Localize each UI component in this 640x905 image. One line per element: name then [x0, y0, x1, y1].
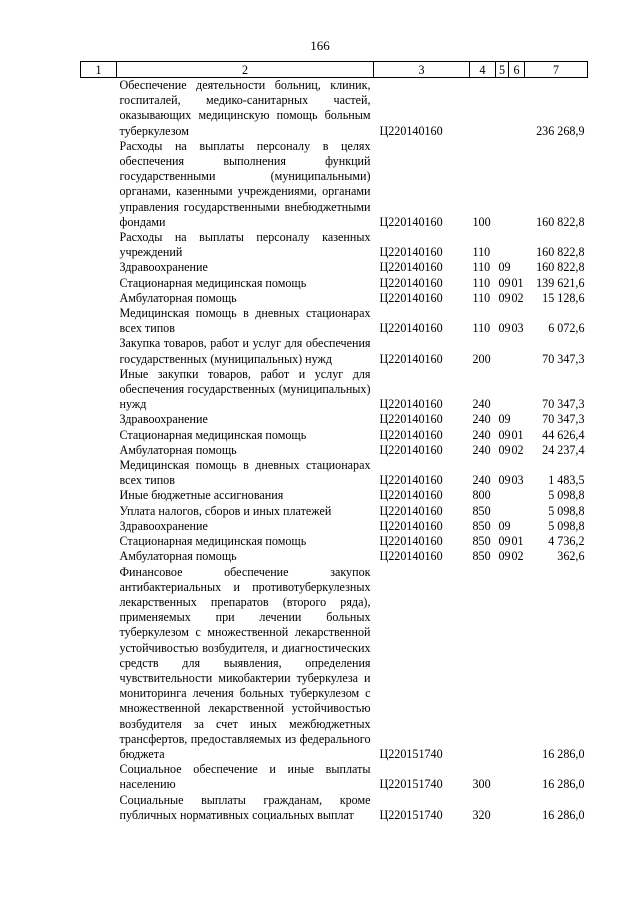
budget-table	[80, 61, 588, 823]
subsection-code	[509, 488, 525, 503]
empty-cell	[81, 230, 117, 260]
section-code	[496, 78, 509, 139]
empty-cell	[81, 504, 117, 519]
target-article-code: Ц220140160	[379, 245, 443, 260]
empty-cell	[81, 549, 117, 564]
expense-type-code: 240	[472, 412, 491, 427]
section-code	[496, 793, 509, 823]
expense-type-code	[470, 78, 496, 139]
empty-cell	[81, 412, 117, 427]
table-row	[81, 412, 588, 427]
row-name: Социальное обеспечение и иные выплаты населению	[119, 762, 371, 792]
amount: 24 237,4	[542, 442, 585, 457]
row-name: Здравоохранение	[119, 260, 208, 275]
amount: 5 098,8	[548, 503, 585, 518]
amount: 139 621,6	[536, 275, 585, 290]
amount: 1 483,5	[548, 473, 585, 488]
target-article-code: Ц220151740	[379, 777, 443, 792]
expense-type-code: 110	[472, 321, 491, 336]
expense-type-code: 240	[472, 473, 491, 488]
amount: 160 822,8	[536, 214, 585, 229]
target-article-code: Ц220140160	[379, 442, 443, 457]
subsection-code	[509, 336, 525, 366]
section-code: 09	[498, 473, 511, 488]
target-article-code: Ц220140160	[379, 412, 443, 427]
row-name: Амбулаторная помощь	[119, 549, 237, 564]
row-name: Социальные выплаты гражданам, кроме публичных нормативных социальных выплат	[119, 792, 371, 822]
empty-cell	[81, 78, 117, 139]
table-row	[81, 443, 588, 458]
row-name: Уплата налогов, сборов и иных платежей	[119, 503, 332, 518]
expense-type-code: 100	[472, 214, 491, 229]
target-article-code: Ц220140160	[379, 275, 443, 290]
target-article-code: Ц220140160	[379, 397, 443, 412]
subsection-code	[509, 78, 525, 139]
expense-type-code: 110	[472, 275, 491, 290]
row-name: Амбулаторная помощь	[119, 442, 237, 457]
subsection-code	[509, 793, 525, 823]
amount: 160 822,8	[536, 245, 585, 260]
section-code	[496, 230, 509, 260]
expense-type-code: 240	[472, 397, 491, 412]
expense-type-code: 110	[472, 245, 491, 260]
row-name: Медицинская помощь в дневных стационарах всех типов	[119, 458, 371, 488]
section-code: 09	[498, 518, 511, 533]
row-name: Стационарная медицинская помощь	[119, 427, 307, 442]
subsection-code	[509, 230, 525, 260]
section-code: 09	[498, 534, 511, 549]
expense-type-code: 200	[472, 351, 491, 366]
subsection-code	[509, 412, 525, 427]
row-name: Стационарная медицинская помощь	[119, 275, 307, 290]
empty-cell	[81, 306, 117, 336]
subsection-code: 02	[511, 290, 524, 305]
target-article-code: Ц220151740	[379, 746, 443, 761]
subsection-code	[509, 565, 525, 763]
table-row	[81, 291, 588, 306]
subsection-code: 02	[511, 442, 524, 457]
empty-cell	[81, 793, 117, 823]
row-name: Амбулаторная помощь	[119, 290, 237, 305]
subsection-code: 03	[511, 473, 524, 488]
amount: 5 098,8	[548, 518, 585, 533]
amount: 6 072,6	[548, 321, 585, 336]
amount: 44 626,4	[542, 427, 585, 442]
column-number: 6	[509, 62, 525, 78]
empty-cell	[81, 291, 117, 306]
row-name: Медицинская помощь в дневных стационарах всех типов	[119, 306, 371, 336]
section-code	[496, 488, 509, 503]
target-article-code: Ц220140160	[379, 351, 443, 366]
expense-type-code: 850	[472, 518, 491, 533]
subsection-code: 03	[511, 321, 524, 336]
target-article-code: Ц220140160	[379, 488, 443, 503]
row-name: Закупка товаров, работ и услуг для обеспечения государственных (муниципальных) нужд	[119, 336, 371, 366]
column-number-row	[81, 62, 588, 78]
target-article-code: Ц220140160	[379, 427, 443, 442]
row-name: Расходы на выплаты персоналу казенных учреждений	[119, 230, 371, 260]
target-article-code: Ц220140160	[379, 214, 443, 229]
target-article-code: Ц220140160	[379, 321, 443, 336]
empty-cell	[81, 488, 117, 503]
section-code: 09	[498, 260, 511, 275]
column-number: 2	[117, 62, 374, 78]
row-name: Здравоохранение	[119, 518, 208, 533]
table-row	[81, 793, 588, 823]
target-article-code: Ц220140160	[379, 503, 443, 518]
table-row	[81, 367, 588, 413]
section-code: 09	[498, 412, 511, 427]
table-row	[81, 230, 588, 260]
section-code: 09	[498, 442, 511, 457]
section-code	[496, 367, 509, 413]
table-row	[81, 336, 588, 366]
table-row	[81, 139, 588, 230]
target-article-code: Ц220140160	[379, 260, 443, 275]
row-name: Здравоохранение	[119, 412, 208, 427]
amount: 16 286,0	[542, 807, 585, 822]
section-code	[496, 565, 509, 763]
section-code: 09	[498, 549, 511, 564]
subsection-code	[509, 762, 525, 792]
amount: 70 347,3	[542, 397, 585, 412]
expense-type-code: 110	[472, 260, 491, 275]
row-name: Финансовое обеспечение закупок антибактериальных и противотуберкулезных лекарственных препаратов (второго ряда), применяемых при лечении больных туберкулезом с множественной лекарственной устойчивостью возбудителя, и диагностических средств для выявления, определения чувствительности микобактерии туберкулеза и мониторинга лечения больных туберкулезом с множественной лекарственной устойчивостью возбудителя за счет иных межбюджетных трансфертов, предоставляемых из федерального бюджета	[119, 564, 371, 761]
amount: 5 098,8	[548, 488, 585, 503]
row-name: Иные закупки товаров, работ и услуг для обеспечения государственных (муниципальных) нужд	[119, 366, 371, 412]
section-code: 09	[498, 321, 511, 336]
target-article-code: Ц220140160	[379, 534, 443, 549]
amount: 15 128,6	[542, 290, 585, 305]
row-name: Иные бюджетные ассигнования	[119, 488, 284, 503]
table-row	[81, 488, 588, 503]
table-row	[81, 534, 588, 549]
row-name: Стационарная медицинская помощь	[119, 534, 307, 549]
target-article-code: Ц220151740	[379, 807, 443, 822]
section-code	[496, 336, 509, 366]
target-article-code: Ц220140160	[379, 290, 443, 305]
expense-type-code: 850	[472, 534, 491, 549]
subsection-code	[509, 519, 525, 534]
subsection-code	[509, 139, 525, 230]
section-code: 09	[498, 427, 511, 442]
empty-cell	[81, 443, 117, 458]
column-number: 7	[525, 62, 588, 78]
amount: 236 268,9	[536, 123, 585, 138]
amount: 16 286,0	[542, 746, 585, 761]
table-row	[81, 504, 588, 519]
empty-cell	[81, 762, 117, 792]
table-row	[81, 260, 588, 275]
amount: 362,6	[557, 549, 585, 564]
section-code	[496, 139, 509, 230]
empty-cell	[81, 276, 117, 291]
subsection-code	[509, 260, 525, 275]
section-code: 09	[498, 290, 511, 305]
table-row	[81, 519, 588, 534]
empty-cell	[81, 428, 117, 443]
target-article-code: Ц220140160	[379, 473, 443, 488]
empty-cell	[81, 458, 117, 488]
expense-type-code: 240	[472, 427, 491, 442]
expense-type-code	[470, 565, 496, 763]
amount: 70 347,3	[542, 351, 585, 366]
target-article-code: Ц220140160	[379, 518, 443, 533]
subsection-code: 01	[511, 534, 524, 549]
expense-type-code: 300	[472, 777, 491, 792]
subsection-code	[509, 504, 525, 519]
table-row	[81, 306, 588, 336]
expense-type-code: 800	[472, 488, 491, 503]
table-row	[81, 549, 588, 564]
subsection-code: 02	[511, 549, 524, 564]
row-name: Обеспечение деятельности больниц, клиник, госпиталей, медико-санитарных частей, оказывающих медицинскую помощь больным туберкулезом	[119, 78, 371, 138]
expense-type-code: 110	[472, 290, 491, 305]
subsection-code	[509, 367, 525, 413]
expense-type-code: 240	[472, 442, 491, 457]
expense-type-code: 320	[472, 807, 491, 822]
empty-cell	[81, 260, 117, 275]
table-row	[81, 428, 588, 443]
table-row	[81, 78, 588, 139]
empty-cell	[81, 534, 117, 549]
table-row	[81, 762, 588, 792]
empty-cell	[81, 139, 117, 230]
table-row	[81, 458, 588, 488]
subsection-code: 01	[511, 427, 524, 442]
amount: 16 286,0	[542, 777, 585, 792]
column-number: 3	[374, 62, 470, 78]
section-code: 09	[498, 275, 511, 290]
empty-cell	[81, 367, 117, 413]
target-article-code: Ц220140160	[379, 549, 443, 564]
empty-cell	[81, 565, 117, 763]
table-row	[81, 276, 588, 291]
section-code	[496, 762, 509, 792]
expense-type-code: 850	[472, 503, 491, 518]
row-name: Расходы на выплаты персоналу в целях обеспечения выполнения функций государственными (муниципальными) органами, казенными учреждениями, органами управления государственными внебюджетными фондами	[119, 138, 371, 229]
amount: 160 822,8	[536, 260, 585, 275]
empty-cell	[81, 519, 117, 534]
amount: 4 736,2	[548, 534, 585, 549]
column-number: 1	[81, 62, 117, 78]
page-number: 166	[310, 38, 330, 53]
section-code	[496, 504, 509, 519]
column-number: 4	[470, 62, 496, 78]
expense-type-code: 850	[472, 549, 491, 564]
column-number: 5	[496, 62, 509, 78]
table-row	[81, 565, 588, 763]
subsection-code: 01	[511, 275, 524, 290]
table-body	[81, 78, 588, 823]
amount: 70 347,3	[542, 412, 585, 427]
target-article-code: Ц220140160	[379, 123, 443, 138]
empty-cell	[81, 336, 117, 366]
